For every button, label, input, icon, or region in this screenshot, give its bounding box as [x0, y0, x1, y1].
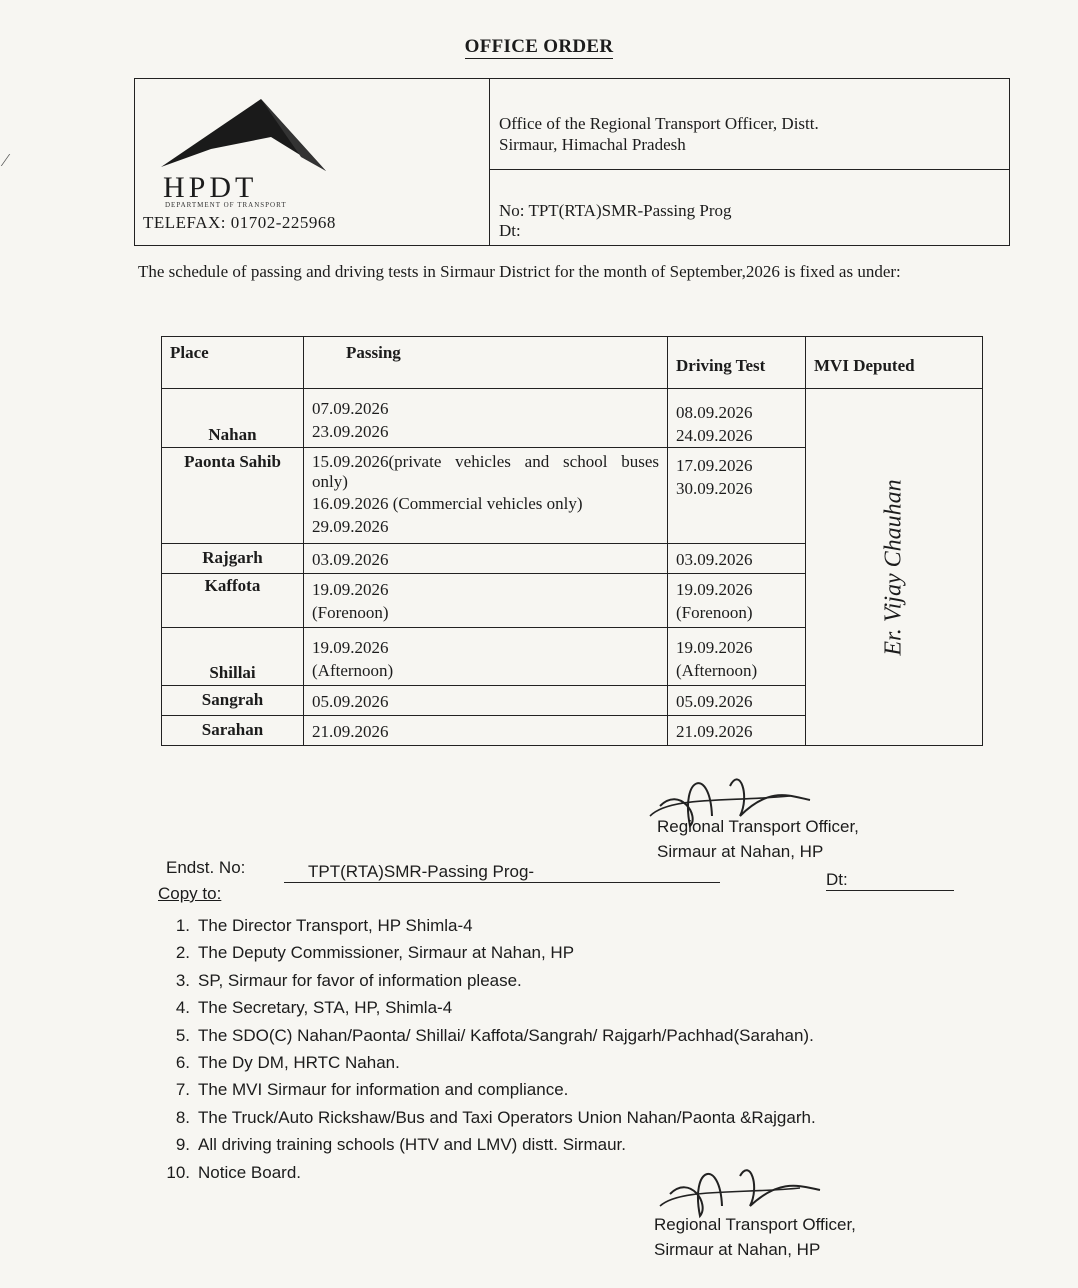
table-header-row — [162, 337, 983, 389]
endorsement-date: Dt: — [826, 870, 954, 891]
reference-number: No: TPT(RTA)SMR-Passing Prog Dt: — [499, 201, 732, 240]
list-item: 3. SP, Sirmaur for favor of information please. — [175, 970, 522, 990]
list-item: 7. The MVI Sirmaur for information and compliance. — [175, 1080, 569, 1100]
place-cell: Kaffota — [162, 574, 304, 628]
table-row — [162, 389, 983, 448]
driving-cell: 21.09.2026 — [668, 716, 806, 746]
passing-cell: 21.09.2026 — [304, 716, 668, 746]
place-cell: Shillai — [162, 628, 304, 686]
header-mvi: MVI Deputed — [806, 337, 983, 389]
brand-subtitle: DEPARTMENT OF TRANSPORT — [165, 201, 287, 209]
document-title: OFFICE ORDER — [464, 36, 614, 57]
passing-cell: 05.09.2026 — [304, 686, 668, 716]
intro-paragraph: The schedule of passing and driving tests in Sirmaur District for the month of September,2026 is fixed as under: — [138, 262, 901, 281]
header-place: Place — [162, 337, 304, 389]
passing-cell: 07.09.2026 23.09.2026 — [304, 389, 668, 448]
driving-cell: 19.09.2026 (Afternoon) — [668, 628, 806, 686]
endorsement-label: Endst. No: — [166, 858, 246, 877]
passing-cell: 19.09.2026 (Afternoon) — [304, 628, 668, 686]
list-item: 4. The Secretary, STA, HP, Shimla-4 — [175, 998, 453, 1018]
driving-cell: 03.09.2026 — [668, 544, 806, 574]
copy-to-label: Copy to: — [158, 884, 222, 903]
driving-cell: 17.09.2026 30.09.2026 — [668, 448, 806, 544]
header-driving: Driving Test — [668, 337, 806, 389]
letterhead-box — [134, 78, 1010, 246]
place-cell: Nahan — [162, 389, 304, 448]
margin-mark: ⁄ — [4, 150, 8, 170]
passing-cell: 19.09.2026 (Forenoon) — [304, 574, 668, 628]
list-item: 10. Notice Board. — [166, 1162, 301, 1182]
list-item: 5. The SDO(C) Nahan/Paonta/ Shillai/ Kaffota/Sangrah/ Rajgarh/Pachhad(Sarahan). — [175, 1025, 814, 1045]
driving-cell: 08.09.2026 24.09.2026 — [668, 389, 806, 448]
place-cell: Sangrah — [162, 686, 304, 716]
list-item: 6. The Dy DM, HRTC Nahan. — [175, 1052, 400, 1072]
schedule-table — [161, 336, 983, 746]
driving-cell: 05.09.2026 — [668, 686, 806, 716]
mvi-cell — [806, 389, 983, 746]
passing-cell: 15.09.2026(private vehicles and school buses only) 16.09.2026 (Commercial vehicles only) 29.09.2026 — [304, 448, 668, 544]
brand-name: HPDT — [163, 171, 258, 204]
passing-cell: 03.09.2026 — [304, 544, 668, 574]
telefax: TELEFAX: 01702-225968 — [143, 213, 336, 232]
endorsement-ref: TPT(RTA)SMR-Passing Prog- — [284, 862, 720, 883]
place-cell: Sarahan — [162, 716, 304, 746]
office-address: Office of the Regional Transport Officer, Distt. Sirmaur, Himachal Pradesh — [499, 114, 819, 154]
list-item: 9. All driving training schools (HTV and LMV) distt. Sirmaur. — [175, 1135, 626, 1155]
list-item: 8. The Truck/Auto Rickshaw/Bus and Taxi Operators Union Nahan/Paonta &Rajgarh. — [175, 1107, 816, 1127]
mvi-name: Er. Vijay Chauhan — [880, 478, 907, 656]
place-cell: Paonta Sahib — [162, 448, 304, 544]
list-item: 1. The Director Transport, HP Shimla-4 — [175, 916, 473, 935]
driving-cell: 19.09.2026 (Forenoon) — [668, 574, 806, 628]
header-passing: Passing — [304, 337, 668, 389]
signature-block: Regional Transport Officer, Sirmaur at Nahan, HP — [657, 817, 859, 861]
signature-block-2: Regional Transport Officer, Sirmaur at Nahan, HP — [654, 1215, 856, 1259]
copy-to-list — [158, 912, 816, 1186]
place-cell: Rajgarh — [162, 544, 304, 574]
list-item: 2. The Deputy Commissioner, Sirmaur at Nahan, HP — [175, 943, 575, 963]
